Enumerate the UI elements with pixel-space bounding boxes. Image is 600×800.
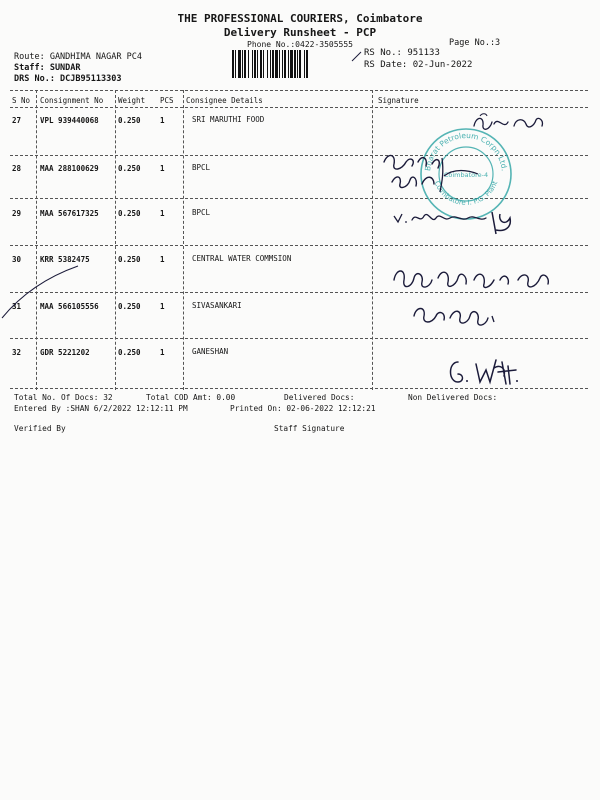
- barcode-bar: [242, 50, 243, 78]
- col-header-pcs: PCS: [160, 96, 174, 105]
- barcode-bar: [267, 50, 268, 78]
- row-pcs: 1: [160, 255, 165, 264]
- page-number: Page No.:3: [449, 38, 501, 48]
- entered-by: Entered By :SHAN 6/2/2022 12:12:11 PM: [14, 404, 188, 413]
- row-consignment: MAA 566105556: [40, 302, 99, 311]
- barcode-bar: [306, 50, 308, 78]
- pen-tick-mark: [350, 50, 364, 64]
- drs-number: DRS No.: DCJB95113303: [14, 74, 122, 84]
- phone-number: Phone No.:0422-3505555: [247, 40, 353, 49]
- row-pcs: 1: [160, 302, 165, 311]
- row-weight: 0.250: [118, 255, 141, 264]
- row-consignment: VPL 939440068: [40, 116, 99, 125]
- barcode-bar: [232, 50, 234, 78]
- barcode-bar: [275, 50, 278, 78]
- row-weight: 0.250: [118, 302, 141, 311]
- row-consignee: BPCL: [192, 163, 211, 172]
- svg-text:Coimbatore I. P.G. Plant: Coimbatore I. P.G. Plant: [432, 179, 500, 207]
- barcode-bar: [235, 50, 236, 78]
- barcode-bar: [282, 50, 283, 78]
- barcode-bar: [299, 50, 301, 78]
- pen-stroke-mark: [0, 262, 80, 322]
- col-divider: [115, 90, 116, 390]
- signature-row-31: [410, 300, 500, 332]
- row-sno: 32: [12, 348, 22, 357]
- barcode-bar: [257, 50, 258, 78]
- col-header-sno: S No: [12, 96, 31, 105]
- row-weight: 0.250: [118, 116, 141, 125]
- row-sno: 27: [12, 116, 22, 125]
- total-cod-amount: Total COD Amt: 0.00: [146, 393, 236, 402]
- col-divider: [36, 90, 37, 390]
- svg-text:Coimbatore-4: Coimbatore-4: [443, 171, 489, 179]
- staff-signature-label: Staff Signature: [274, 424, 345, 433]
- row-weight: 0.250: [118, 164, 141, 173]
- signature-row-30: [390, 262, 560, 298]
- row-rule: [10, 338, 588, 339]
- route-label: Route: GANDHIMA NAGAR PC4: [14, 52, 142, 62]
- row-pcs: 1: [160, 209, 165, 218]
- row-weight: 0.250: [118, 348, 141, 357]
- rs-number: RS No.: 951133: [364, 48, 440, 58]
- table-top-rule: [10, 90, 588, 91]
- col-header-signature: Signature: [378, 96, 419, 105]
- row-consignee: SIVASANKARI: [192, 301, 242, 310]
- signature-row-27: [470, 110, 550, 136]
- row-sno: 31: [12, 302, 22, 311]
- barcode-bar: [254, 50, 256, 78]
- barcode-bar: [288, 50, 289, 78]
- barcode-bar: [272, 50, 274, 78]
- row-consignee: BPCL: [192, 208, 211, 217]
- row-rule: [10, 245, 588, 246]
- runsheet-title: Delivery Runsheet - PCP: [223, 26, 377, 39]
- non-delivered-docs: Non Delivered Docs:: [408, 393, 498, 402]
- row-sno: 28: [12, 164, 22, 173]
- staff-label: Staff: SUNDAR: [14, 63, 81, 73]
- barcode-bar: [252, 50, 253, 78]
- row-weight: 0.250: [118, 209, 141, 218]
- barcode-icon: [232, 50, 354, 78]
- barcode-bar: [297, 50, 298, 78]
- row-consignment: MAA 288100629: [40, 164, 99, 173]
- svg-text:Bharat Petroleum Corpn Ltd.: Bharat Petroleum Corpn Ltd.: [423, 130, 509, 172]
- row-pcs: 1: [160, 164, 165, 173]
- row-consignee: SRI MARUTHI FOOD: [192, 115, 265, 124]
- printed-on: Printed On: 02-06-2022 12:12:21: [230, 404, 376, 413]
- total-docs: Total No. Of Docs: 32: [14, 393, 113, 402]
- barcode-bar: [263, 50, 264, 78]
- col-divider: [372, 90, 373, 390]
- row-consignee: GANESHAN: [192, 347, 229, 356]
- table-header-rule: [10, 107, 588, 108]
- barcode-bar: [294, 50, 296, 78]
- col-header-consignment: Consignment No: [40, 96, 104, 105]
- delivered-docs: Delivered Docs:: [284, 393, 355, 402]
- col-divider: [183, 90, 184, 390]
- verified-by: Verified By: [14, 424, 66, 433]
- barcode-bar: [284, 50, 286, 78]
- barcode-bar: [244, 50, 246, 78]
- row-pcs: 1: [160, 116, 165, 125]
- signature-row-28: [378, 148, 488, 198]
- row-consignment: GDR 5221202: [40, 348, 90, 357]
- col-header-weight: Weight: [118, 96, 146, 105]
- row-consignee: CENTRAL WATER COMMSION: [192, 254, 292, 263]
- table-bottom-rule: [10, 388, 588, 389]
- barcode-bar: [260, 50, 262, 78]
- company-title: THE PROFESSIONAL COURIERS, Coimbatore: [177, 12, 423, 25]
- barcode-bar: [290, 50, 293, 78]
- barcode-bar: [304, 50, 305, 78]
- barcode-bar: [279, 50, 280, 78]
- row-sno: 30: [12, 255, 22, 264]
- col-header-consignee: Consignee Details: [186, 96, 263, 105]
- row-consignment: MAA 567617325: [40, 209, 99, 218]
- signature-row-29: [392, 208, 520, 238]
- row-consignment: KRR 5382475: [40, 255, 90, 264]
- barcode-bar: [248, 50, 249, 78]
- row-pcs: 1: [160, 348, 165, 357]
- rs-date: RS Date: 02-Jun-2022: [364, 60, 473, 70]
- row-sno: 29: [12, 209, 22, 218]
- barcode-bar: [238, 50, 241, 78]
- barcode-bar: [270, 50, 271, 78]
- signature-row-32: [446, 354, 524, 388]
